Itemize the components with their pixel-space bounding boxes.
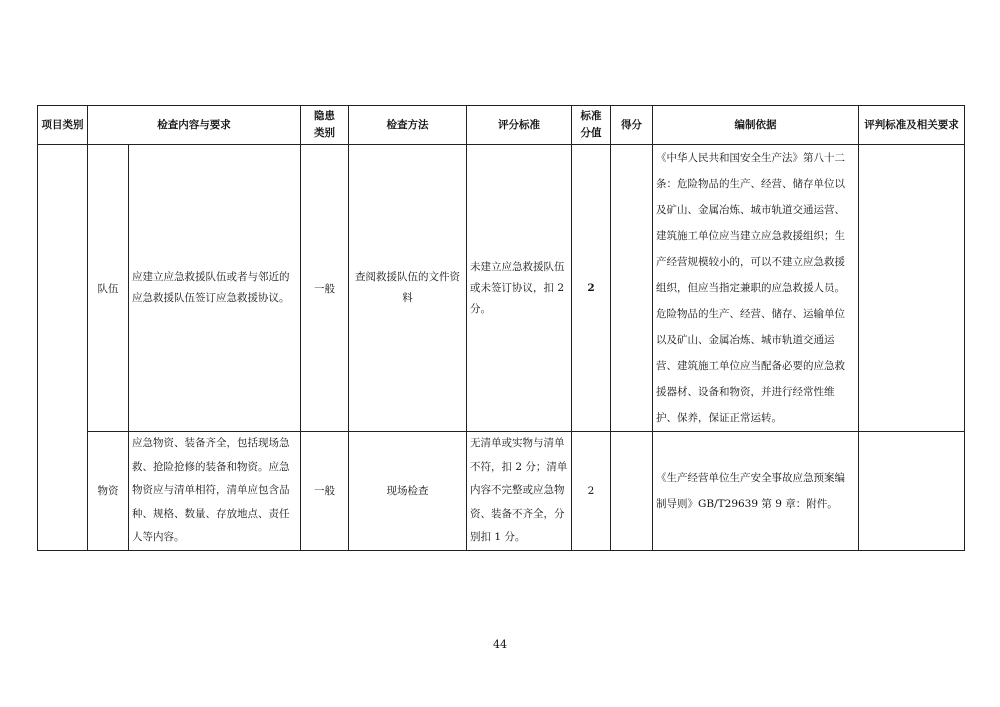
method-cell: 查阅救援队伍的文件资料 <box>349 145 467 432</box>
basis-cell: 《生产经营单位生产安全事故应急预案编制导则》GB/T29639 第 9 章：附件。 <box>653 432 859 551</box>
score-std-cell: 2 <box>572 432 611 551</box>
content-cell: 应急物资、装备齐全，包括现场急救、抢险抢修的装备和物资。应急物资应与清单相符，清单应包含品种、规格、数量、存放地点、责任人等内容。 <box>129 432 301 551</box>
content-cell: 应建立应急救援队伍或者与邻近的应急救援队伍签订应急救援协议。 <box>129 145 301 432</box>
table-row <box>38 432 965 551</box>
judge-cell <box>859 432 965 551</box>
header-criteria: 评分标准 <box>467 106 572 145</box>
hazard-cell: 一般 <box>301 432 349 551</box>
header-score-std: 标准 分值 <box>572 106 611 145</box>
header-basis: 编制依据 <box>653 106 859 145</box>
header-content: 检查内容与要求 <box>88 106 301 145</box>
hazard-cell: 一般 <box>301 145 349 432</box>
criteria-cell: 无清单或实物与清单不符，扣 2 分；清单内容不完整或应急物资、装备不齐全，分别扣 1 分。 <box>467 432 572 551</box>
inspection-table <box>37 105 965 551</box>
criteria-cell: 未建立应急救援队伍或未签订协议，扣 2 分。 <box>467 145 572 432</box>
category-cell <box>38 145 88 551</box>
subcategory-cell: 队伍 <box>88 145 129 432</box>
score-cell <box>611 145 653 432</box>
table-header-row <box>38 106 965 145</box>
header-judge: 评判标准及相关要求 <box>859 106 965 145</box>
table-row <box>38 145 965 432</box>
header-method: 检查方法 <box>349 106 467 145</box>
subcategory-cell: 物资 <box>88 432 129 551</box>
judge-cell <box>859 145 965 432</box>
page-number: 44 <box>493 638 507 651</box>
score-cell <box>611 432 653 551</box>
header-category: 项目类别 <box>38 106 88 145</box>
score-std-cell: 2 <box>572 145 611 432</box>
method-cell: 现场检查 <box>349 432 467 551</box>
header-score: 得分 <box>611 106 653 145</box>
header-hazard: 隐患 类别 <box>301 106 349 145</box>
basis-cell: 《中华人民共和国安全生产法》第八十二条：危险物品的生产、经营、储存单位以及矿山、金属冶炼、城市轨道交通运营、建筑施工单位应当建立应急救援组织；生产经营规模较小的，可以不建立应急救援组织，但应当指定兼职的应急救援人员。危险物品的生产、经营、储存、运输单位以及矿山、金属冶炼、城市轨道交通运营、建筑施工单位应当配备必要的应急救援器材、设备和物资，并进行经常性维护、保养，保证正常运转。 <box>653 145 859 432</box>
